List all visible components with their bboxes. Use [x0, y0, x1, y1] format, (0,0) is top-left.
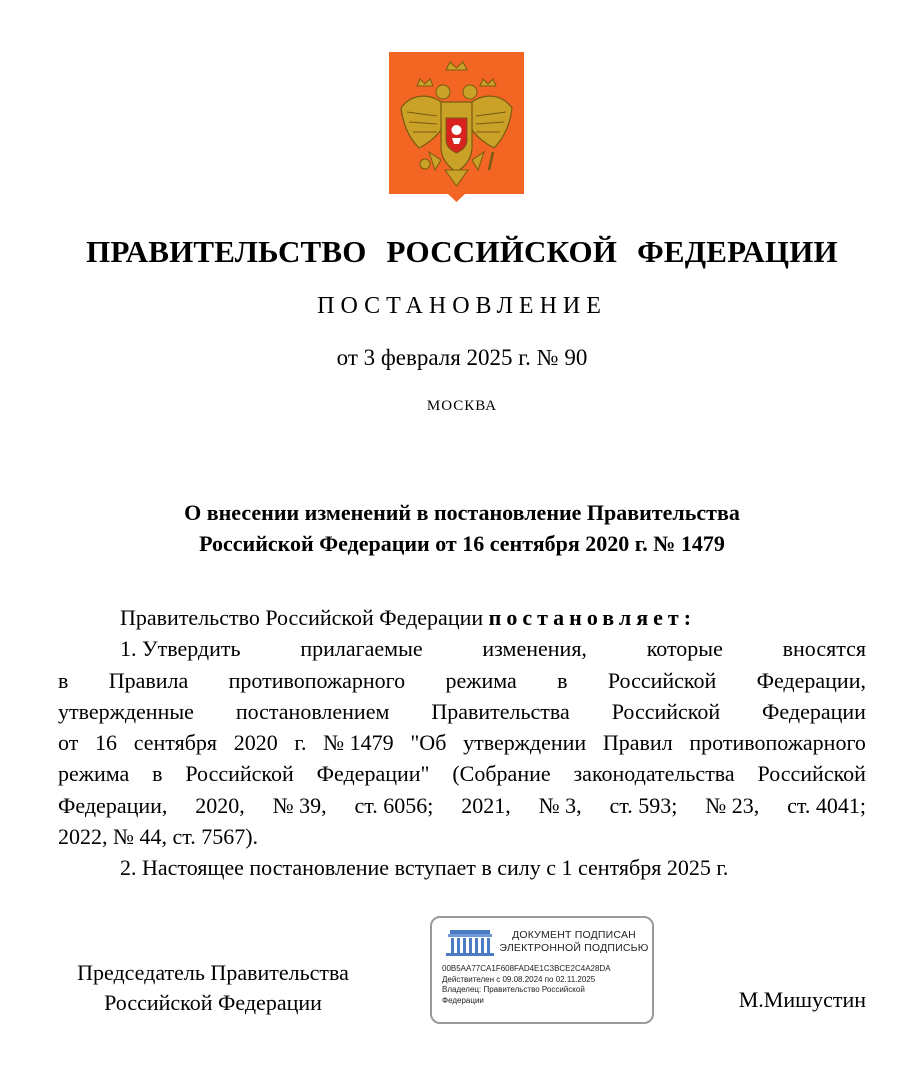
- word: противопожарного: [689, 730, 866, 756]
- paragraph-line: [58, 758, 866, 789]
- word: (Собрание: [452, 761, 551, 787]
- paragraph-line: [58, 633, 866, 664]
- word: вносятся: [782, 636, 866, 662]
- stamp-owner: Федерации: [442, 995, 484, 1005]
- word: г.: [294, 730, 307, 756]
- word: от: [58, 730, 79, 756]
- stamp-title-line: ЭЛЕКТРОННОЙ ПОДПИСЬЮ: [499, 942, 649, 954]
- word: № 1479: [323, 730, 394, 756]
- preamble-text: Правительство Российской Федерации: [120, 605, 484, 630]
- word: ст. 6056;: [354, 792, 434, 818]
- stamp-title: [496, 929, 652, 955]
- document-type: ПОСТАНОВЛЕНИЕ: [317, 293, 607, 319]
- word: которые: [646, 636, 723, 662]
- word: в: [557, 667, 568, 693]
- preamble: [58, 602, 866, 633]
- stamp-certificate: 00B5AA77CA1F608FAD4E1C3BCE2C4A28DA: [442, 964, 611, 973]
- word: 16: [95, 730, 118, 756]
- word: ст. 593;: [609, 792, 678, 818]
- word: Правил: [602, 730, 673, 756]
- document-date-number: от 3 февраля 2025 г. № 90: [336, 345, 588, 370]
- paragraph-line: [58, 665, 866, 696]
- preamble-verb: постановляет:: [488, 605, 697, 630]
- word: прилагаемые: [300, 636, 423, 662]
- paragraph-1: [58, 633, 866, 821]
- signatory-name: М.Мишустин: [738, 987, 866, 1012]
- word: Федерации: [762, 698, 866, 724]
- stamp-validity: Действителен с 09.08.2024 по 02.11.2025: [442, 974, 596, 984]
- word: утверждении: [463, 730, 587, 756]
- word: Российской: [611, 698, 721, 724]
- signatory-position: [58, 958, 368, 1018]
- document-body: [58, 602, 866, 884]
- word: Федерации,: [58, 792, 168, 818]
- word: 2020,: [195, 792, 245, 818]
- word: режима: [58, 761, 130, 787]
- stamp-title-line: ДОКУМЕНТ ПОДПИСАН: [512, 929, 636, 941]
- coat-of-arms-icon: [389, 52, 524, 202]
- document-subject: [0, 497, 924, 559]
- paragraph-line: [58, 727, 866, 758]
- word: 1. Утвердить: [120, 636, 241, 662]
- stamp-details: [442, 964, 611, 1006]
- paragraph-line: [58, 790, 866, 821]
- word: Федерации,: [756, 667, 866, 693]
- paragraph-2: 2. Настоящее постановление вступает в силу с 1 сентября 2025 г.: [120, 855, 729, 881]
- word: № 39,: [272, 792, 327, 818]
- word: изменения,: [482, 636, 587, 662]
- government-title: ПРАВИТЕЛЬСТВО РОССИЙСКОЙ ФЕДЕРАЦИИ: [86, 234, 838, 269]
- word: режима: [445, 667, 517, 693]
- city-name: МОСКВА: [426, 398, 498, 414]
- word: Правительства: [431, 698, 570, 724]
- word: № 23,: [705, 792, 760, 818]
- position-line: Российской Федерации: [104, 990, 322, 1015]
- government-building-icon: [444, 928, 496, 958]
- word: 2020: [233, 730, 278, 756]
- word: в: [58, 667, 69, 693]
- word: законодательства: [573, 761, 735, 787]
- electronic-signature-stamp: [430, 916, 654, 1024]
- stamp-owner: Владелец: Правительство Российской: [442, 985, 585, 994]
- subject-line: О внесении изменений в постановление Правительства: [184, 500, 740, 525]
- paragraph-line: [58, 696, 866, 727]
- word: Российской: [185, 761, 294, 787]
- word: № 3,: [538, 792, 582, 818]
- paragraph-1-last-line: 2022, № 44, ст. 7567).: [58, 824, 259, 850]
- word: утвержденные: [58, 698, 194, 724]
- word: постановлением: [235, 698, 390, 724]
- word: 2021,: [461, 792, 511, 818]
- subject-line: Российской Федерации от 16 сентября 2020 г. № 1479: [199, 531, 725, 556]
- word: Федерации": [316, 761, 430, 787]
- word: в: [152, 761, 163, 787]
- word: сентября: [133, 730, 218, 756]
- word: Российской: [607, 667, 717, 693]
- word: ст. 4041;: [787, 792, 866, 818]
- word: Российской: [757, 761, 866, 787]
- word: Правила: [108, 667, 189, 693]
- word: "Об: [410, 730, 447, 756]
- position-line: Председатель Правительства: [77, 960, 349, 985]
- word: противопожарного: [228, 667, 406, 693]
